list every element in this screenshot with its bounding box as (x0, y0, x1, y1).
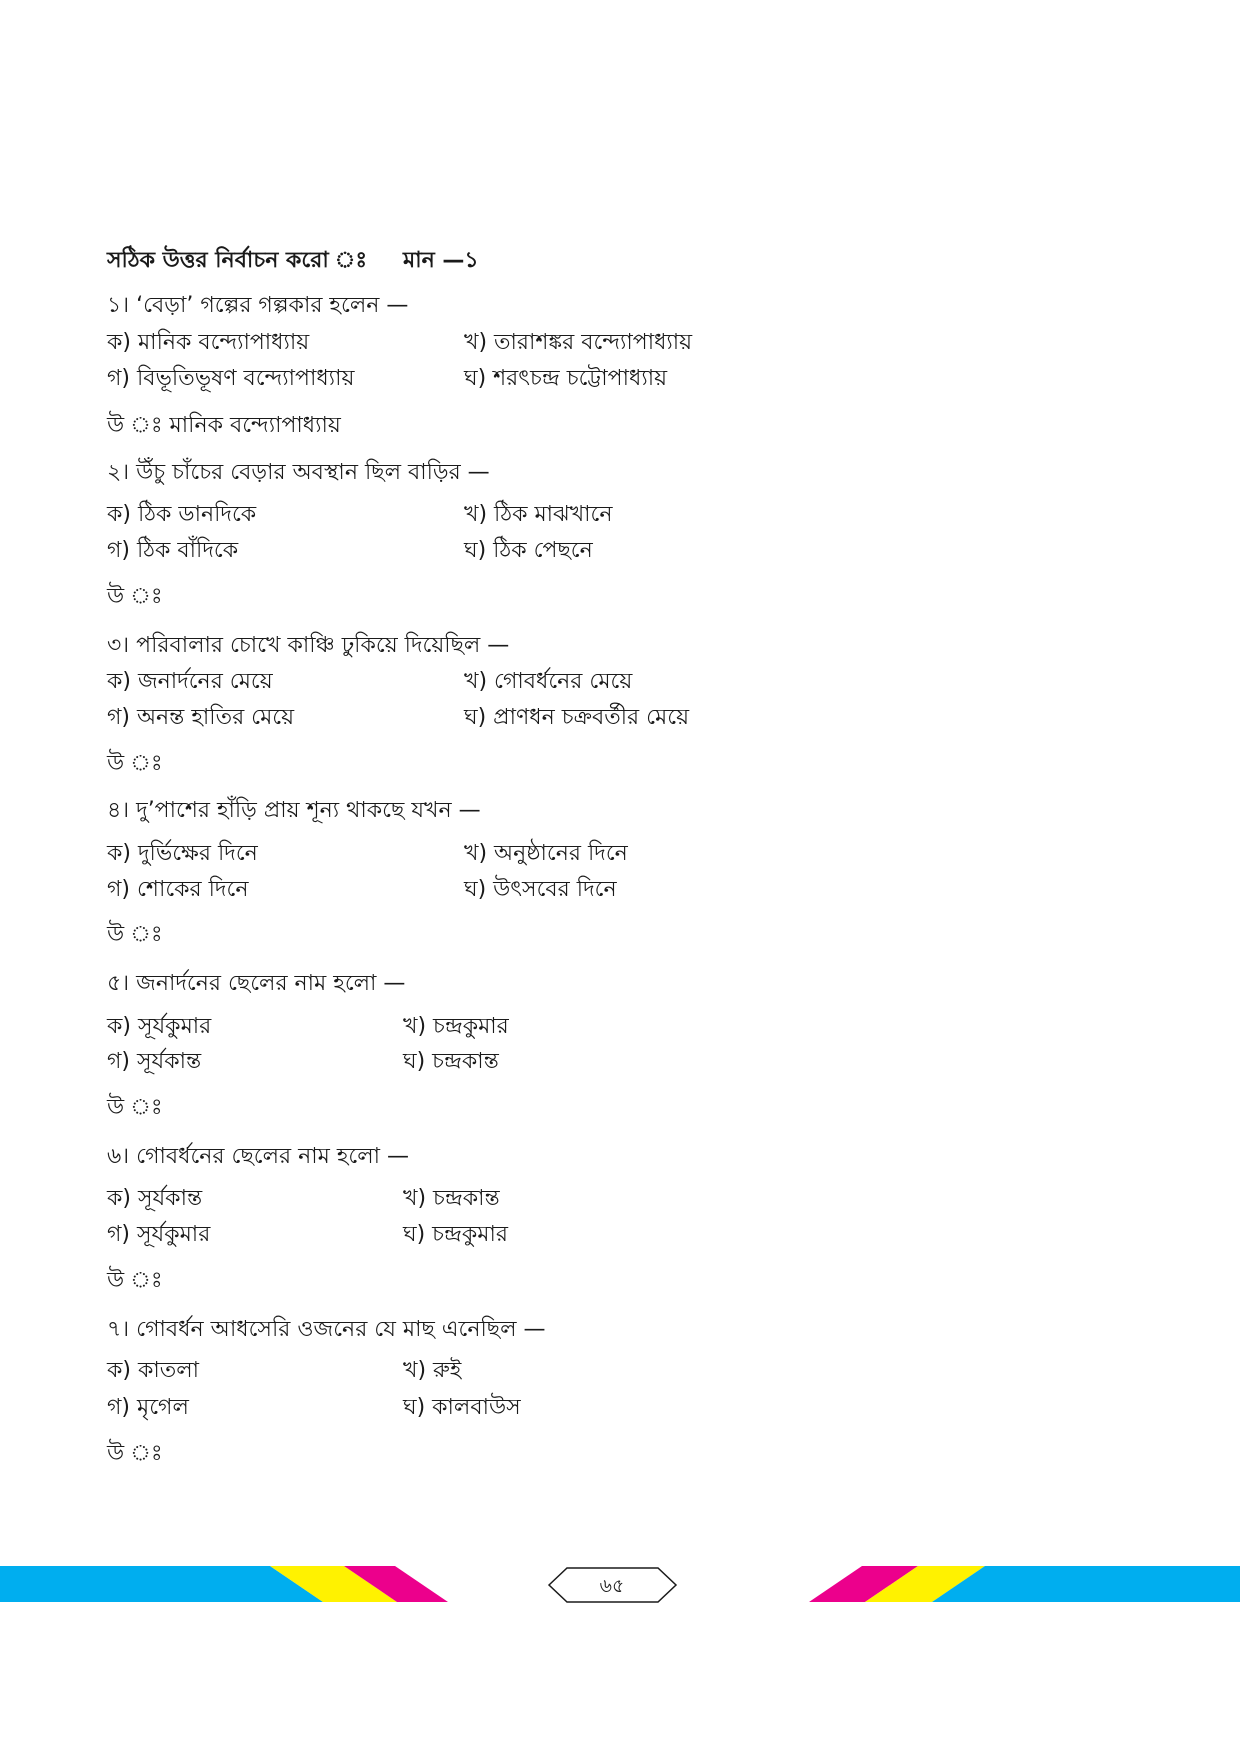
option-gha: ঘ) উৎসবের দিনে (464, 877, 617, 902)
option-kha: খ) তারাশঙ্কর বন্দ্যোপাধ্যায় (464, 330, 693, 355)
option-kha: খ) চন্দ্রকান্ত (403, 1186, 500, 1211)
option-ka: ক) মানিক বন্দ্যোপাধ্যায় (107, 330, 310, 355)
question-prompt: ৩। পরিবালার চোখে কাঞ্চি ঢুকিয়ে দিয়েছিল — (107, 633, 510, 658)
option-gha: ঘ) চন্দ্রকান্ত (403, 1049, 499, 1074)
band-blue-right (932, 1566, 1240, 1602)
option-kha: খ) চন্দ্রকুমার (403, 1014, 509, 1039)
answer-line: উ ঃ (107, 1095, 163, 1120)
page-number: ৬৫ (599, 1575, 625, 1597)
answer-line: উ ঃ (107, 751, 163, 776)
question-prompt: ১। ‘বেড়া’ গল্পের গল্পকার হলেন — (107, 293, 409, 318)
option-gha: ঘ) ঠিক পেছনে (464, 538, 593, 563)
option-ga: গ) অনন্ত হাতির মেয়ে (107, 705, 295, 730)
section-title: সঠিক উত্তর নির্বাচন করো ঃ (107, 248, 368, 273)
question-prompt: ৫। জনার্দনের ছেলের নাম হলো — (107, 971, 406, 996)
answer-line: উ ঃ (107, 922, 163, 947)
option-ga: গ) সূর্যকান্ত (107, 1049, 202, 1074)
question-prompt: ৬। গোবর্ধনের ছেলের নাম হলো — (107, 1144, 409, 1169)
footer-band-right (809, 1566, 1240, 1602)
answer-line: উ ঃ মানিক বন্দ্যোপাধ্যায় (107, 413, 341, 438)
band-blue-left (0, 1566, 323, 1602)
marks-label: মান —১ (403, 248, 479, 273)
option-ga: গ) সূর্যকুমার (107, 1222, 211, 1247)
footer-band-left (0, 1566, 448, 1602)
option-gha: ঘ) চন্দ্রকুমার (403, 1222, 508, 1247)
option-ka: ক) ঠিক ডানদিকে (107, 502, 257, 527)
question-prompt: ৭। গোবর্ধন আধসেরি ওজনের যে মাছ এনেছিল — (107, 1317, 546, 1342)
question-prompt: ২। উঁচু চাঁচের বেড়ার অবস্থান ছিল বাড়ির — (107, 460, 490, 485)
question-prompt: ৪। দু’পাশের হাঁড়ি প্রায় শূন্য থাকছে যখন — (107, 798, 481, 823)
option-kha: খ) অনুষ্ঠানের দিনে (464, 841, 628, 866)
option-ka: ক) দুর্ভিক্ষের দিনে (107, 841, 258, 866)
answer-line: উ ঃ (107, 584, 163, 609)
option-gha: ঘ) কালবাউস (403, 1395, 521, 1420)
option-kha: খ) গোবর্ধনের মেয়ে (464, 669, 633, 694)
option-kha: খ) ঠিক মাঝখানে (464, 502, 613, 527)
option-ga: গ) বিভূতিভূষণ বন্দ্যোপাধ্যায় (107, 366, 355, 391)
option-ga: গ) মৃগেল (107, 1395, 189, 1420)
option-ka: ক) কাতলা (107, 1358, 200, 1383)
option-gha: ঘ) শরৎচন্দ্র চট্টোপাধ্যায় (464, 366, 668, 391)
option-ka: ক) সূর্যকুমার (107, 1014, 212, 1039)
option-kha: খ) রুই (403, 1358, 462, 1383)
page-number-badge (549, 1568, 676, 1602)
answer-line: উ ঃ (107, 1268, 163, 1293)
option-gha: ঘ) প্রাণধন চক্রবর্তীর মেয়ে (464, 705, 690, 730)
option-ka: ক) জনার্দনের মেয়ে (107, 669, 273, 694)
option-ka: ক) সূর্যকান্ত (107, 1186, 203, 1211)
answer-line: উ ঃ (107, 1441, 163, 1466)
option-ga: গ) ঠিক বাঁদিকে (107, 538, 239, 563)
option-ga: গ) শোকের দিনে (107, 877, 249, 902)
footer-band (0, 1560, 1240, 1610)
